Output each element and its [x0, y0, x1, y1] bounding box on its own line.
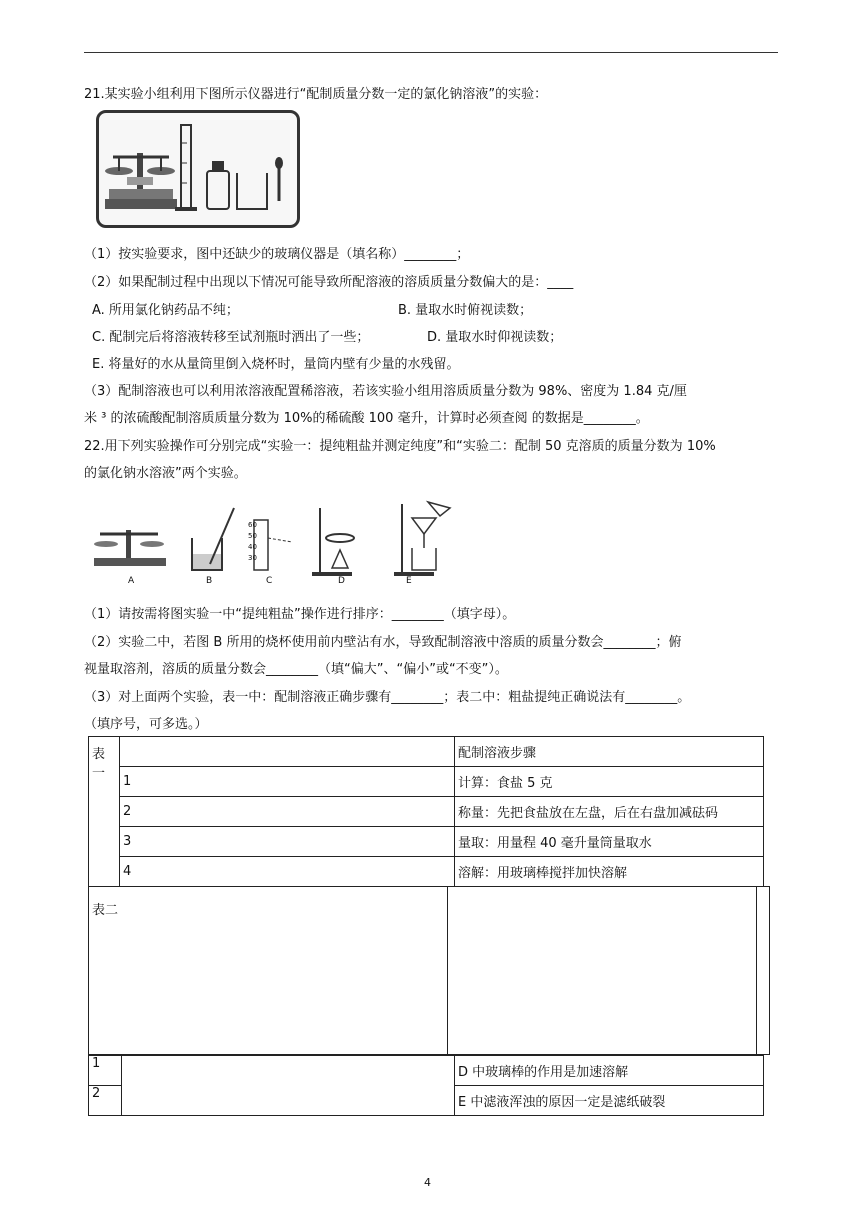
table2-row-number: 2: [89, 1086, 122, 1116]
header-rule: [84, 52, 778, 53]
cylinder-tick-30: 30: [248, 554, 257, 562]
lab-operations-figure-2: [88, 498, 460, 590]
cylinder-tick-60: 60: [248, 521, 257, 529]
figure-label-e: E: [406, 576, 412, 586]
apparatus-illustration: [99, 113, 297, 225]
q21-title: 21.某实验小组利用下图所示仪器进行“配制质量分数一定的氯化钠溶液”的实验：: [84, 87, 548, 102]
table1-row-number: 1: [120, 767, 455, 797]
table-row: [89, 1056, 764, 1086]
operations-illustration: [88, 498, 460, 590]
q22-title-line2: 的氯化钠水溶液”两个实验。: [84, 466, 247, 481]
cylinder-tick-40: 40: [248, 543, 257, 551]
table-row: [89, 797, 764, 827]
table-cell: [757, 887, 770, 1055]
table2-label: 表二: [89, 887, 448, 1055]
table1-row-number: 2: [120, 797, 455, 827]
q21-part1: （1）按实验要求，图中还缺少的玻璃仪器是（填名称）________；: [84, 247, 470, 262]
table-two: [88, 1055, 764, 1116]
figure-label-b: B: [206, 576, 213, 586]
table2-row-text: D 中玻璃棒的作用是加速溶解: [455, 1056, 764, 1086]
table1-row-number: 4: [120, 857, 455, 887]
table1-row-text: 量取：用量程 40 毫升量筒量取水: [455, 827, 764, 857]
table1-row-number: 3: [120, 827, 455, 857]
table-two-header: [88, 886, 770, 1055]
lab-apparatus-figure-1: [96, 110, 300, 228]
table-row: [89, 737, 764, 767]
q22-part3-line1: （3）对上面两个实验，表一中：配制溶液正确步骤有________；表二中：粗盐提纯正确说法有________。: [84, 690, 691, 705]
table-cell: [447, 887, 756, 1055]
q21-option-b: B. 量取水时俯视读数；: [398, 303, 533, 318]
page-number: 4: [424, 1176, 431, 1189]
q21-option-d: D. 量取水时仰视读数；: [427, 330, 563, 345]
table1-row-text: 称量：先把食盐放在左盘，后在右盘加减砝码: [455, 797, 764, 827]
table-row: [89, 857, 764, 887]
figure-label-c: C: [266, 576, 273, 586]
table1-row-text: 溶解：用玻璃棒搅拌加快溶解: [455, 857, 764, 887]
table-cell: [122, 1056, 455, 1116]
cylinder-tick-50: 50: [248, 532, 257, 540]
q22-part1: （1）请按需将图实验一中“提纯粗盐”操作进行排序：________（填字母）。: [84, 607, 516, 622]
table-row: [89, 827, 764, 857]
table-row: [89, 767, 764, 797]
table-cell: [120, 737, 455, 767]
table2-row-text: E 中滤液浑浊的原因一定是滤纸破裂: [455, 1086, 764, 1116]
table1-label: 表一: [89, 737, 120, 887]
q22-title-line1: 22.用下列实验操作可分别完成“实验一：提纯粗盐并测定纯度”和“实验二：配制 50 克溶质的质量分数为 10%: [84, 439, 716, 454]
table2-row-number: 1: [89, 1056, 122, 1086]
q21-option-e: E. 将量好的水从量筒里倒入烧杯时，量筒内壁有少量的水残留。: [92, 357, 460, 372]
q22-part2-line1: （2）实验二中，若图 B 所用的烧杯使用前内壁沾有水，导致配制溶液中溶质的质量分数会________；俯: [84, 635, 682, 650]
table1-row-text: 计算：食盐 5 克: [455, 767, 764, 797]
table-row: [89, 887, 770, 1055]
figure-label-a: A: [128, 576, 135, 586]
table-one: [88, 736, 764, 887]
q21-part2: （2）如果配制过程中出现以下情况可能导致所配溶液的溶质质量分数偏大的是：____: [84, 275, 574, 290]
table1-header: 配制溶液步骤: [455, 737, 764, 767]
q21-part3-line1: （3）配制溶液也可以利用浓溶液配置稀溶液，若该实验小组用溶质质量分数为 98%、密度为 1.84 克/厘: [84, 384, 687, 399]
q21-option-c: C. 配制完后将溶液转移至试剂瓶时洒出了一些；: [92, 330, 370, 345]
figure-label-d: D: [338, 576, 345, 586]
q21-part3-line2: 米 ³ 的浓硫酸配制溶质质量分数为 10%的稀硫酸 100 毫升，计算时必须查阅 的数据是________。: [84, 411, 649, 426]
q22-part2-line2: 视量取溶剂，溶质的质量分数会________（填“偏大”、“偏小”或“不变”）。: [84, 662, 508, 677]
q22-part3-line2: （填序号，可多选。）: [84, 717, 208, 732]
q21-option-a: A. 所用氯化钠药品不纯；: [92, 303, 239, 318]
